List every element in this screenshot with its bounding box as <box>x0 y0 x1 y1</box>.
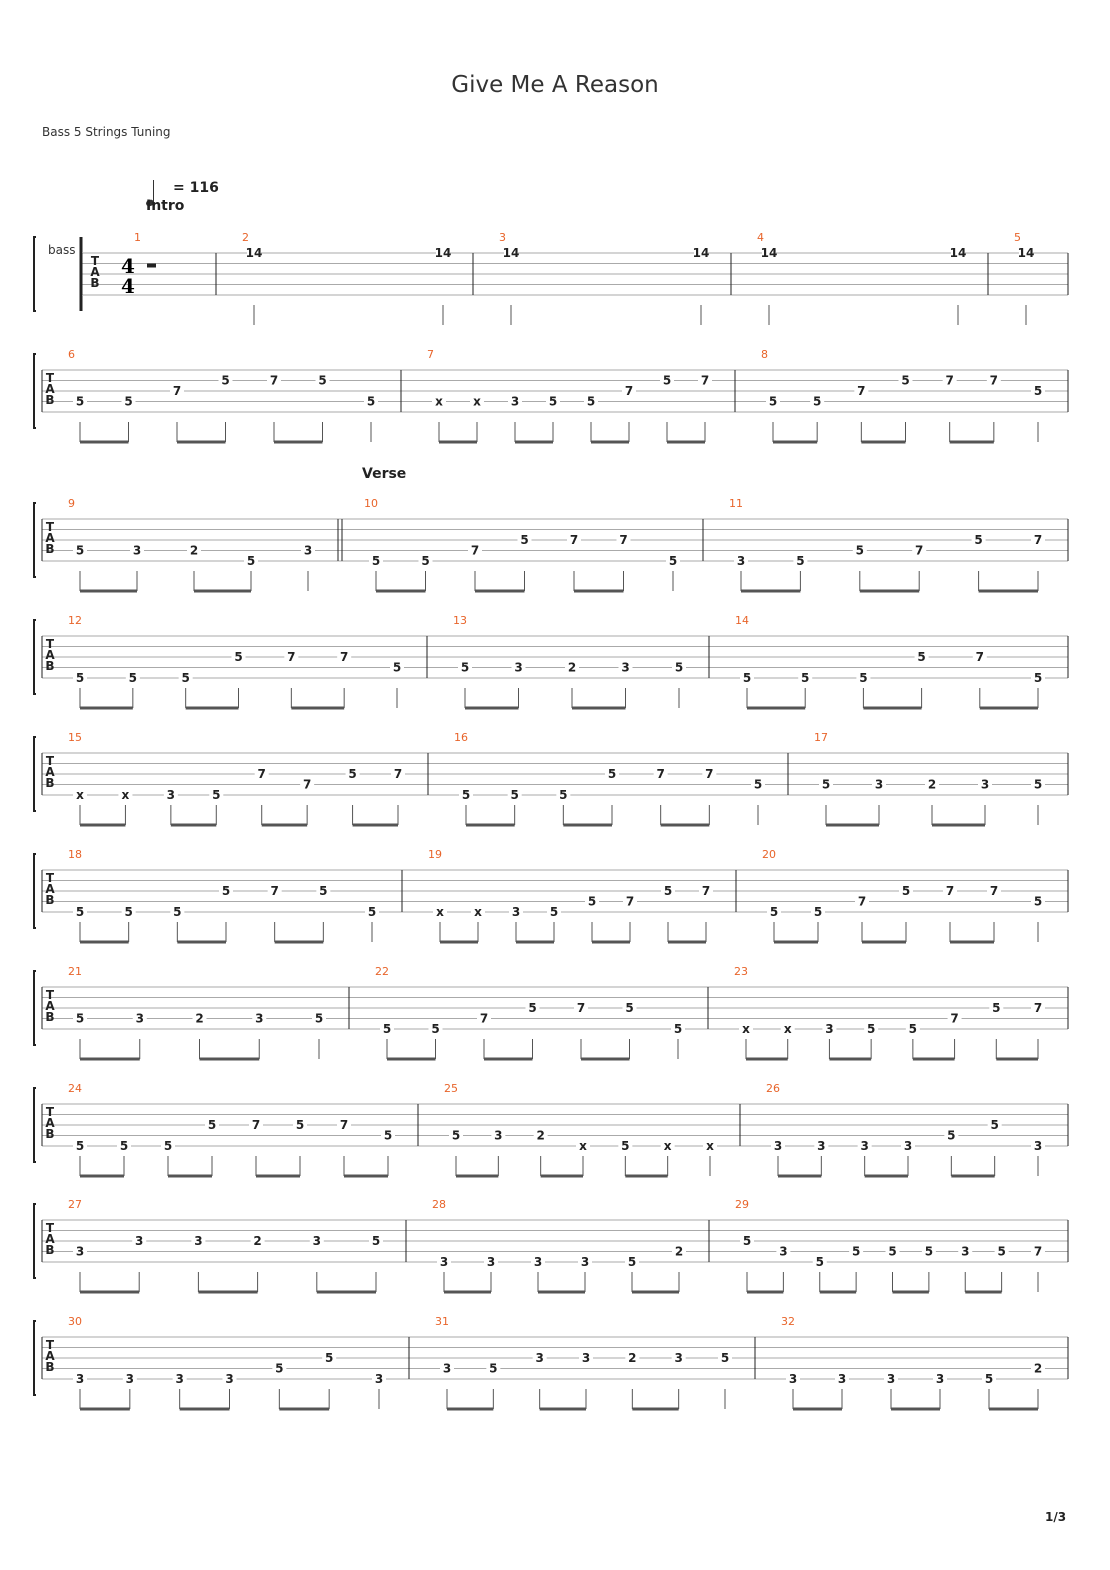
fret-number: 5 <box>753 777 763 792</box>
whole-rest <box>147 264 156 268</box>
fret-number: 3 <box>125 1372 135 1386</box>
fret-number: 7 <box>624 384 634 398</box>
fret-number: 5 <box>314 1011 324 1026</box>
fret-number: 5 <box>674 660 684 675</box>
fret-number: 5 <box>181 671 190 685</box>
measure-number: 5 <box>1014 231 1021 244</box>
fret-number: 3 <box>860 1139 869 1153</box>
fret-number: 5 <box>75 543 85 558</box>
fret-number: 3 <box>494 1128 503 1143</box>
tab-clef-letter: A <box>45 999 55 1013</box>
tab-clef-letter: A <box>45 1232 55 1246</box>
fret-number: 5 <box>663 884 673 898</box>
fret-number: 5 <box>851 1244 861 1259</box>
measure-number: 19 <box>428 848 442 861</box>
fret-number: 3 <box>621 660 630 675</box>
fret-number: 5 <box>924 1244 934 1259</box>
tempo-marking: = 116 <box>173 180 219 196</box>
fret-number: 5 <box>246 554 256 568</box>
fret-number: 5 <box>392 660 402 675</box>
fret-number: 5 <box>866 1022 876 1036</box>
fret-number: 5 <box>984 1372 994 1386</box>
fret-number: 5 <box>720 1351 730 1365</box>
tab-clef-letter: B <box>45 1243 55 1257</box>
fret-number: 5 <box>974 533 983 547</box>
fret-number: 3 <box>511 905 521 919</box>
fret-number: 3 <box>736 554 746 568</box>
fret-number: 3 <box>533 1255 543 1269</box>
fret-number: 5 <box>621 1139 630 1153</box>
fret-number: 5 <box>990 1118 999 1132</box>
fret-number: 7 <box>989 884 999 898</box>
system-bracket <box>34 737 36 811</box>
fret-number: 3 <box>980 777 990 792</box>
tab-clef-letter: T <box>45 988 55 1002</box>
system-bracket <box>34 971 36 1045</box>
fret-number: x <box>76 788 84 802</box>
instrument-label: bass <box>48 243 76 257</box>
fret-number: 5 <box>813 905 823 919</box>
fret-number: 5 <box>431 1022 440 1036</box>
fret-number: 5 <box>528 1001 537 1015</box>
fret-number: 5 <box>520 533 529 547</box>
fret-number: 5 <box>901 884 911 898</box>
fret-number: 5 <box>587 894 597 909</box>
fret-number: 7 <box>1033 1001 1043 1015</box>
song-title: Give Me A Reason <box>451 72 659 98</box>
fret-number: 5 <box>901 373 910 388</box>
measure-number: 16 <box>454 731 468 744</box>
fret-number: 3 <box>788 1372 798 1386</box>
fret-number: x <box>783 1022 792 1036</box>
fret-number: 5 <box>917 650 926 664</box>
section-label-verse: Verse <box>362 466 407 482</box>
fret-number: 14 <box>434 246 452 260</box>
fret-number: 7 <box>257 767 266 781</box>
fret-number: 7 <box>172 384 182 398</box>
tab-clef-letter: T <box>45 1221 55 1235</box>
tab-clef-letter: T <box>45 754 55 768</box>
fret-number: 2 <box>536 1128 545 1143</box>
fret-number: 5 <box>812 394 822 409</box>
fret-number: 7 <box>479 1011 489 1026</box>
fret-number: 5 <box>234 650 243 664</box>
fret-number: 5 <box>319 884 328 898</box>
fret-number: 7 <box>705 767 714 781</box>
tab-clef-letter: B <box>45 1010 55 1024</box>
fret-number: 5 <box>124 905 133 919</box>
fret-number: 5 <box>295 1118 305 1132</box>
fret-number: 7 <box>857 384 866 398</box>
fret-number: 7 <box>915 543 924 558</box>
fret-number: 5 <box>221 373 230 388</box>
fret-number: 7 <box>945 884 955 898</box>
fret-number: 5 <box>275 1361 284 1376</box>
fret-number: 14 <box>760 246 778 260</box>
measure-number: 1 <box>134 231 141 244</box>
fret-number: 5 <box>207 1118 217 1132</box>
measure-number: 22 <box>375 965 389 978</box>
fret-number: 3 <box>135 1234 144 1248</box>
fret-number: 5 <box>668 554 678 568</box>
fret-number: 14 <box>1017 246 1035 260</box>
fret-number: 7 <box>569 533 579 547</box>
tab-clef-letter: A <box>45 382 55 396</box>
fret-number: x <box>742 1022 750 1036</box>
fret-number: 7 <box>625 894 635 909</box>
fret-number: 3 <box>535 1351 544 1365</box>
fret-number: 3 <box>580 1255 590 1269</box>
fret-number: 7 <box>700 373 710 388</box>
tab-clef-letter: T <box>90 254 100 268</box>
fret-number: 5 <box>371 1234 381 1248</box>
fret-number: 7 <box>975 650 984 664</box>
fret-number: 7 <box>576 1001 586 1015</box>
fret-number: 3 <box>825 1022 834 1036</box>
fret-number: 5 <box>768 394 778 409</box>
fret-number: 14 <box>692 246 710 260</box>
tab-clef-letter: A <box>90 265 100 279</box>
fret-number: 5 <box>888 1244 897 1259</box>
fret-number: x <box>474 905 482 919</box>
fret-number: 5 <box>489 1361 498 1376</box>
fret-number: 5 <box>75 1139 85 1153</box>
fret-number: 5 <box>859 671 868 685</box>
fret-number: 5 <box>742 671 752 685</box>
fret-number: 5 <box>769 905 779 919</box>
fret-number: 3 <box>935 1372 945 1386</box>
measure-number: 10 <box>364 497 378 510</box>
fret-number: 3 <box>135 1011 144 1026</box>
fret-number: 5 <box>460 660 470 675</box>
fret-number: 5 <box>801 671 810 685</box>
fret-number: 2 <box>1033 1361 1043 1376</box>
fret-number: 5 <box>367 905 377 919</box>
fret-number: 3 <box>175 1372 184 1386</box>
system-bracket <box>34 1204 36 1278</box>
measure-number: 4 <box>757 231 764 244</box>
fret-number: 5 <box>324 1351 334 1365</box>
fret-number: 3 <box>837 1372 847 1386</box>
fret-number: 7 <box>302 777 312 792</box>
fret-number: 14 <box>502 246 520 260</box>
fret-number: 3 <box>374 1372 384 1386</box>
fret-number: 5 <box>1033 894 1043 909</box>
fret-number: 5 <box>163 1139 173 1153</box>
fret-number: 5 <box>421 554 430 568</box>
tab-clef-letter: A <box>45 882 55 896</box>
fret-number: 5 <box>1033 671 1043 685</box>
fret-number: 5 <box>997 1244 1006 1259</box>
fret-number: 5 <box>212 788 221 802</box>
fret-number: 5 <box>992 1001 1001 1015</box>
fret-number: 5 <box>559 788 568 802</box>
tab-clef-letter: T <box>45 1338 55 1352</box>
tab-clef-letter: T <box>45 1105 55 1119</box>
fret-number: 5 <box>815 1255 824 1269</box>
fret-number: 5 <box>461 788 471 802</box>
tab-clef-letter: B <box>90 276 100 290</box>
fret-number: 5 <box>221 884 231 898</box>
fret-number: 2 <box>253 1234 262 1248</box>
fret-number: 3 <box>312 1234 321 1248</box>
fret-number: 5 <box>607 767 617 781</box>
measure-number: 9 <box>68 497 75 510</box>
fret-number: x <box>663 1139 672 1153</box>
system-bracket <box>34 503 36 577</box>
fret-number: 5 <box>1033 384 1043 398</box>
fret-number: 3 <box>132 543 142 558</box>
system-bracket <box>34 237 36 311</box>
tab-clef-letter: B <box>45 1360 55 1374</box>
tab-clef-letter: B <box>45 1127 55 1141</box>
system-bracket <box>34 854 36 928</box>
fret-number: 5 <box>673 1022 683 1036</box>
fret-number: 7 <box>287 650 296 664</box>
fret-number: 14 <box>949 246 967 260</box>
fret-number: 5 <box>510 788 519 802</box>
fret-number: 7 <box>270 884 279 898</box>
fret-number: 7 <box>339 1118 349 1132</box>
tab-clef-letter: A <box>45 648 55 662</box>
fret-number: 7 <box>269 373 279 388</box>
fret-number: 3 <box>874 777 884 792</box>
fret-number: 3 <box>1033 1139 1043 1153</box>
fret-number: 7 <box>1033 533 1043 547</box>
tab-clef-letter: T <box>45 520 55 534</box>
fret-number: 5 <box>548 394 558 409</box>
fret-number: 2 <box>628 1351 637 1365</box>
tab-clef-letter: B <box>45 393 55 407</box>
fret-number: 2 <box>195 1011 204 1026</box>
fret-number: 3 <box>486 1255 496 1269</box>
tuning-label: Bass 5 Strings Tuning <box>42 125 171 139</box>
fret-number: x <box>473 394 481 409</box>
fret-number: 5 <box>549 905 559 919</box>
fret-number: 3 <box>303 543 313 558</box>
fret-number: 3 <box>510 394 520 409</box>
fret-number: 5 <box>451 1128 461 1143</box>
fret-number: 5 <box>75 905 85 919</box>
fret-number: 5 <box>173 905 182 919</box>
fret-number: 3 <box>581 1351 591 1365</box>
measure-number: 29 <box>735 1198 749 1211</box>
measure-number: 3 <box>499 231 506 244</box>
fret-number: 3 <box>194 1234 203 1248</box>
fret-number: 3 <box>75 1244 85 1259</box>
measure-number: 32 <box>781 1315 795 1328</box>
fret-number: 2 <box>567 660 577 675</box>
tab-clef-letter: T <box>45 371 55 385</box>
fret-number: 7 <box>945 373 954 388</box>
fret-number: 5 <box>128 671 138 685</box>
system-bracket <box>34 620 36 694</box>
measure-number: 26 <box>766 1082 780 1095</box>
fret-number: 5 <box>348 767 357 781</box>
fret-number: 5 <box>382 1022 392 1036</box>
measure-number: 24 <box>68 1082 82 1095</box>
fret-number: 5 <box>124 394 133 409</box>
fret-number: 5 <box>366 394 376 409</box>
fret-number: 5 <box>318 373 327 388</box>
fret-number: 3 <box>674 1351 683 1365</box>
measure-number: 27 <box>68 1198 82 1211</box>
fret-number: 2 <box>674 1244 684 1259</box>
fret-number: 3 <box>75 1372 85 1386</box>
measure-number: 13 <box>453 614 467 627</box>
measure-number: 7 <box>427 348 434 361</box>
fret-number: 7 <box>470 543 480 558</box>
fret-number: 5 <box>119 1139 129 1153</box>
fret-number: 3 <box>961 1244 970 1259</box>
measure-number: 20 <box>762 848 776 861</box>
fret-number: 3 <box>442 1361 452 1376</box>
tab-clef-letter: B <box>45 893 55 907</box>
tab-clef-letter: B <box>45 776 55 790</box>
fret-number: 3 <box>779 1244 788 1259</box>
tab-clef-letter: T <box>45 871 55 885</box>
fret-number: 7 <box>857 894 867 909</box>
measure-number: 8 <box>761 348 768 361</box>
fret-number: 3 <box>225 1372 234 1386</box>
fret-number: 5 <box>75 1011 85 1026</box>
fret-number: 5 <box>627 1255 637 1269</box>
measure-number: 6 <box>68 348 75 361</box>
fret-number: 7 <box>339 650 349 664</box>
time-signature-top: 4 <box>121 254 135 278</box>
measure-number: 17 <box>814 731 828 744</box>
time-signature-bottom: 4 <box>121 274 135 298</box>
fret-number: 5 <box>75 671 85 685</box>
tab-clef-letter: A <box>45 531 55 545</box>
measure-number: 15 <box>68 731 82 744</box>
fret-number: 7 <box>393 767 403 781</box>
fret-number: 7 <box>619 533 628 547</box>
fret-number: 3 <box>255 1011 264 1026</box>
fret-number: 5 <box>586 394 596 409</box>
fret-number: 5 <box>75 394 85 409</box>
fret-number: 3 <box>903 1139 913 1153</box>
measure-number: 18 <box>68 848 82 861</box>
fret-number: 5 <box>625 1001 634 1015</box>
system-bracket <box>34 354 36 428</box>
tab-clef-letter: T <box>45 637 55 651</box>
fret-number: 5 <box>371 554 381 568</box>
measure-number: 21 <box>68 965 82 978</box>
tab-clef-letter: A <box>45 1349 55 1363</box>
measure-number: 31 <box>435 1315 449 1328</box>
section-label-intro: Intro <box>146 198 185 214</box>
tab-clef-letter: B <box>45 542 55 556</box>
fret-number: 7 <box>1033 1244 1043 1259</box>
tab-clef-letter: A <box>45 765 55 779</box>
fret-number: 3 <box>886 1372 896 1386</box>
system-bracket <box>34 1088 36 1162</box>
measure-number: 25 <box>444 1082 458 1095</box>
fret-number: 3 <box>514 660 523 675</box>
fret-number: 7 <box>656 767 665 781</box>
fret-number: 7 <box>950 1011 959 1026</box>
fret-number: 3 <box>773 1139 783 1153</box>
tab-clef-letter: B <box>45 659 55 673</box>
measure-number: 28 <box>432 1198 446 1211</box>
fret-number: 5 <box>1033 777 1043 792</box>
fret-number: 7 <box>701 884 711 898</box>
fret-number: 3 <box>166 788 176 802</box>
tab-clef-letter: A <box>45 1116 55 1130</box>
fret-number: 5 <box>796 554 805 568</box>
measure-number: 14 <box>735 614 749 627</box>
fret-number: 5 <box>742 1234 752 1248</box>
page-number: 1/3 <box>1045 1510 1067 1524</box>
measure-number: 23 <box>734 965 748 978</box>
fret-number: x <box>579 1139 587 1153</box>
measure-number: 30 <box>68 1315 82 1328</box>
fret-number: 2 <box>927 777 937 792</box>
fret-number: 5 <box>855 543 864 558</box>
fret-number: 7 <box>251 1118 261 1132</box>
fret-number: x <box>121 788 130 802</box>
fret-number: 2 <box>189 543 199 558</box>
fret-number: x <box>436 905 444 919</box>
fret-number: 5 <box>383 1128 393 1143</box>
system-bracket <box>34 1321 36 1395</box>
measure-number: 2 <box>242 231 249 244</box>
fret-number: 3 <box>439 1255 449 1269</box>
fret-number: 7 <box>989 373 999 388</box>
measure-number: 12 <box>68 614 82 627</box>
fret-number: 5 <box>947 1128 956 1143</box>
measure-number: 11 <box>729 497 743 510</box>
fret-number: 5 <box>662 373 672 388</box>
fret-number: x <box>706 1139 714 1153</box>
fret-number: 3 <box>817 1139 826 1153</box>
fret-number: 5 <box>908 1022 918 1036</box>
fret-number: 14 <box>245 246 263 260</box>
fret-number: 5 <box>821 777 831 792</box>
fret-number: x <box>435 394 443 409</box>
